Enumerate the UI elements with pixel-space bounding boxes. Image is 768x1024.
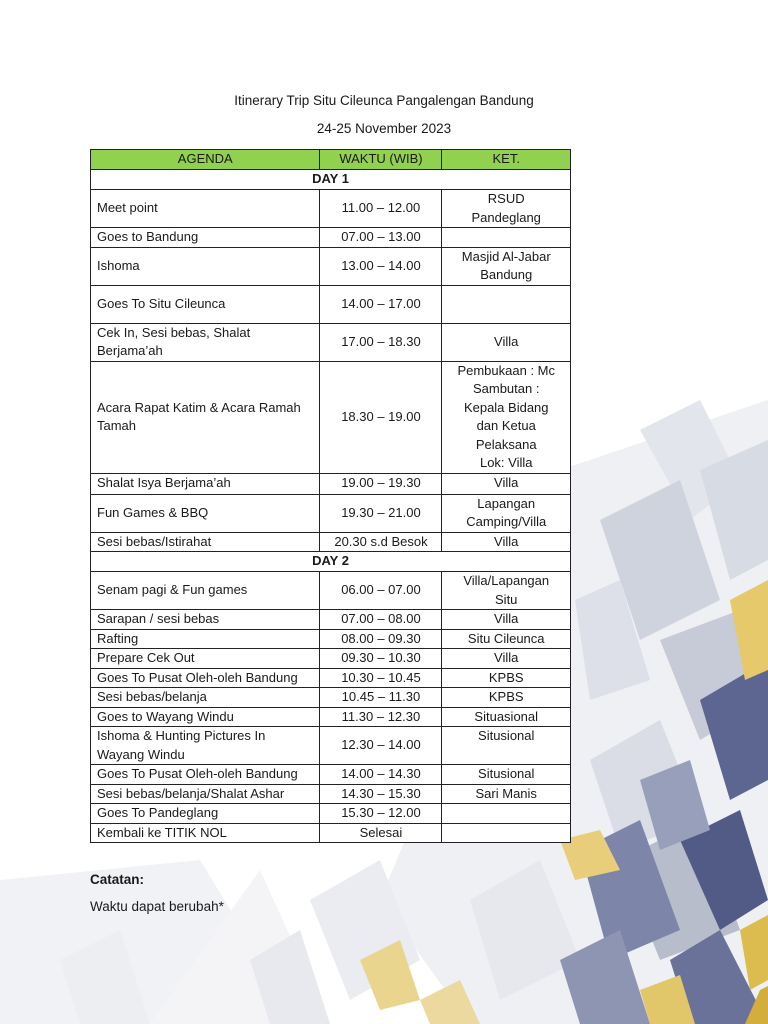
note-cell [442,228,571,248]
agenda-cell: Goes To Pusat Oleh-oleh Bandung [91,765,320,785]
agenda-cell: Goes To Pandeglang [91,804,320,824]
document-date: 24-25 November 2023 [316,121,452,136]
agenda-cell: Fun Games & BBQ [91,494,320,532]
note-cell: RSUD Pandeglang [442,190,571,228]
table-row [91,649,571,669]
time-cell: 14.00 – 14.30 [320,765,442,785]
note-cell: Situ Cileunca [442,629,571,649]
agenda-cell: Ishoma [91,247,320,285]
header-note: KET. [442,150,571,170]
time-cell: 08.00 – 09.30 [320,629,442,649]
agenda-cell: Sesi bebas/belanja/Shalat Ashar [91,784,320,804]
table-row [91,629,571,649]
agenda-cell: Goes To Pusat Oleh-oleh Bandung [91,668,320,688]
time-cell: 13.00 – 14.00 [320,247,442,285]
agenda-cell: Goes to Wayang Windu [91,707,320,727]
agenda-cell: Senam pagi & Fun games [91,572,320,610]
note-cell: Lapangan Camping/Villa [442,494,571,532]
table-row [91,532,571,552]
time-cell: 20.30 s.d Besok [320,532,442,552]
day-row [91,170,571,190]
table-header-row [91,150,571,170]
table-row [91,784,571,804]
header-time: WAKTU (WIB) [320,150,442,170]
day-row [91,552,571,572]
note-cell: KPBS [442,688,571,708]
note-cell: Sari Manis [442,784,571,804]
time-cell: 07.00 – 08.00 [320,610,442,630]
header-agenda: AGENDA [91,150,320,170]
time-cell: 10.45 – 11.30 [320,688,442,708]
time-cell: 14.30 – 15.30 [320,784,442,804]
time-cell: 12.30 – 14.00 [320,727,442,765]
agenda-cell: Goes To Situ Cileunca [91,285,320,323]
table-row [91,688,571,708]
time-cell: 09.30 – 10.30 [320,649,442,669]
day-label: DAY 2 [91,552,571,572]
time-cell: 18.30 – 19.00 [320,361,442,473]
note-cell: Villa [442,610,571,630]
notes-text: Waktu dapat berubah* [90,899,224,914]
time-cell: 19.00 – 19.30 [320,473,442,494]
note-cell: Villa/Lapangan Situ [442,572,571,610]
time-cell: 14.00 – 17.00 [320,285,442,323]
agenda-cell: Sesi bebas/Istirahat [91,532,320,552]
table-row [91,285,571,323]
agenda-cell: Sesi bebas/belanja [91,688,320,708]
agenda-cell: Kembali ke TITIK NOL [91,823,320,843]
itinerary-table [90,149,571,843]
note-cell: Situsional [442,727,571,765]
agenda-cell: Sarapan / sesi bebas [91,610,320,630]
note-cell: Pembukaan : Mc Sambutan : Kepala Bidang dan Ketua Pelaksana Lok: Villa [442,361,571,473]
time-cell: 15.30 – 12.00 [320,804,442,824]
table-row [91,610,571,630]
table-row [91,804,571,824]
document-title: Itinerary Trip Situ Cileunca Pangalengan Bandung [234,93,534,108]
time-cell: 10.30 – 10.45 [320,668,442,688]
table-row [91,190,571,228]
table-row [91,228,571,248]
table-row [91,668,571,688]
agenda-cell: Ishoma & Hunting Pictures In Wayang Windu [91,727,320,765]
agenda-cell: Rafting [91,629,320,649]
note-cell: Situsional [442,765,571,785]
note-cell: Villa [442,649,571,669]
time-cell: 11.00 – 12.00 [320,190,442,228]
note-cell: Villa [442,532,571,552]
table-row [91,361,571,473]
note-cell: Masjid Al-Jabar Bandung [442,247,571,285]
table-row [91,823,571,843]
notes-title: Catatan: [90,872,145,887]
table-row [91,247,571,285]
table-row [91,765,571,785]
note-cell: Villa [442,473,571,494]
agenda-cell: Cek In, Sesi bebas, Shalat Berjama’ah [91,323,320,361]
agenda-cell: Meet point [91,190,320,228]
agenda-cell: Shalat Isya Berjama’ah [91,473,320,494]
table-row [91,572,571,610]
note-cell [442,285,571,323]
note-cell: Villa [442,323,571,361]
agenda-cell: Prepare Cek Out [91,649,320,669]
time-cell: Selesai [320,823,442,843]
table-row [91,473,571,494]
table-row [91,727,571,765]
table-row [91,323,571,361]
agenda-cell: Goes to Bandung [91,228,320,248]
time-cell: 07.00 – 13.00 [320,228,442,248]
agenda-cell: Acara Rapat Katim & Acara Ramah Tamah [91,361,320,473]
table-row [91,707,571,727]
time-cell: 06.00 – 07.00 [320,572,442,610]
time-cell: 17.00 – 18.30 [320,323,442,361]
note-cell [442,804,571,824]
day-label: DAY 1 [91,170,571,190]
time-cell: 11.30 – 12.30 [320,707,442,727]
table-row [91,494,571,532]
note-cell [442,823,571,843]
note-cell: KPBS [442,668,571,688]
time-cell: 19.30 – 21.00 [320,494,442,532]
note-cell: Situasional [442,707,571,727]
